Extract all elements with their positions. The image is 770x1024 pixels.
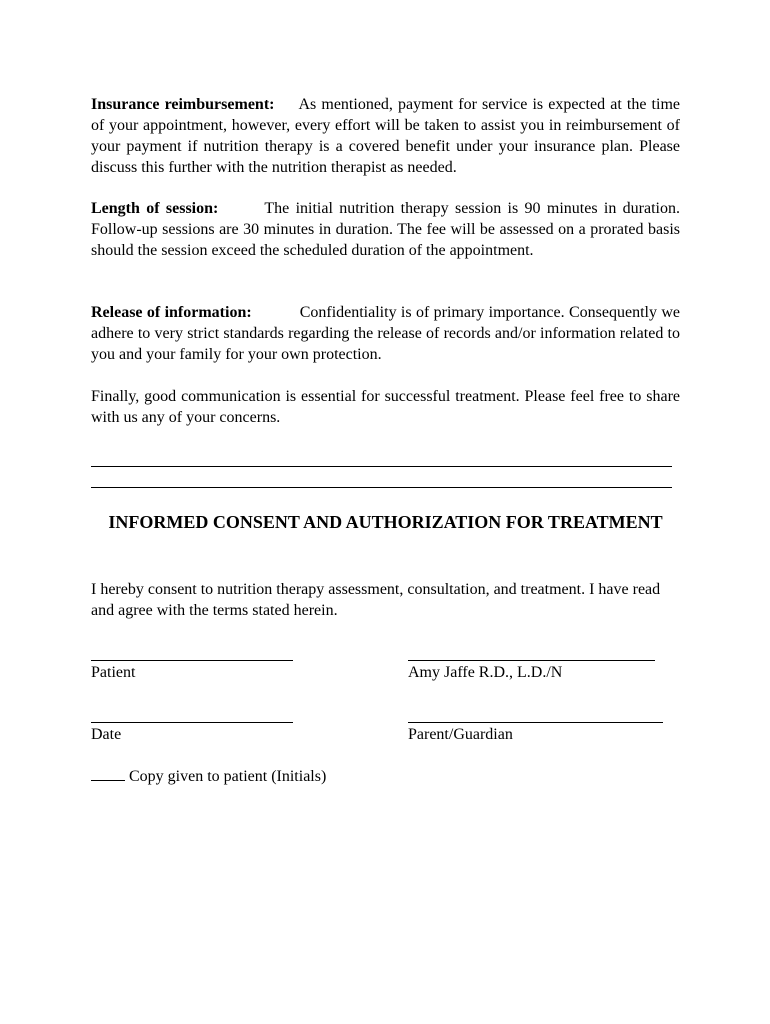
consent-statement: I hereby consent to nutrition therapy assessment, consultation, and treatment. I have read and agree with the terms stated herein. xyxy=(91,581,661,619)
length-paragraph xyxy=(91,198,680,261)
guardian-label: Parent/Guardian xyxy=(408,726,513,743)
release-label: Release of information: xyxy=(91,304,252,321)
insurance-paragraph xyxy=(91,94,680,178)
patient-label: Patient xyxy=(91,664,136,681)
length-text: The initial nutrition therapy session is 90 minutes in duration. Follow-up sessions are 30 minutes in duration. The fee will be assessed on a prorated basis should the session exceed the scheduled duration of the appointment. xyxy=(91,200,680,259)
copy-given-row xyxy=(91,766,326,787)
date-line[interactable] xyxy=(91,722,293,723)
date-label: Date xyxy=(91,726,122,743)
provider-label: Amy Jaffe R.D., L.D./N xyxy=(408,664,563,681)
patient-signature-line[interactable] xyxy=(91,660,293,661)
divider-line xyxy=(91,487,672,488)
closing-paragraph xyxy=(91,386,680,428)
closing-text: Finally, good communication is essential for successful treatment. Please feel free to share with us any of your concerns. xyxy=(91,388,680,426)
length-label: Length of session: xyxy=(91,200,219,217)
insurance-label: Insurance reimbursement: xyxy=(91,96,275,113)
initials-blank[interactable] xyxy=(91,766,125,781)
release-paragraph xyxy=(91,302,680,365)
consent-title: INFORMED CONSENT AND AUTHORIZATION FOR TREATMENT xyxy=(108,512,663,532)
divider-line xyxy=(91,466,672,467)
provider-signature-line[interactable] xyxy=(408,660,655,661)
guardian-signature-line[interactable] xyxy=(408,722,663,723)
insurance-text: As mentioned, payment for service is expected at the time of your appointment, however, every effort will be taken to assist you in reimbursement of your payment if nutrition therapy is a covered benefit under your insurance plan. Please discuss this further with the nutrition therapist as needed. xyxy=(91,96,680,176)
copy-given-text: Copy given to patient (Initials) xyxy=(129,768,327,785)
release-text: Confidentiality is of primary importance. Consequently we adhere to very strict standards regarding the release of records and/or information related to you and your family for your own protection. xyxy=(91,304,680,363)
